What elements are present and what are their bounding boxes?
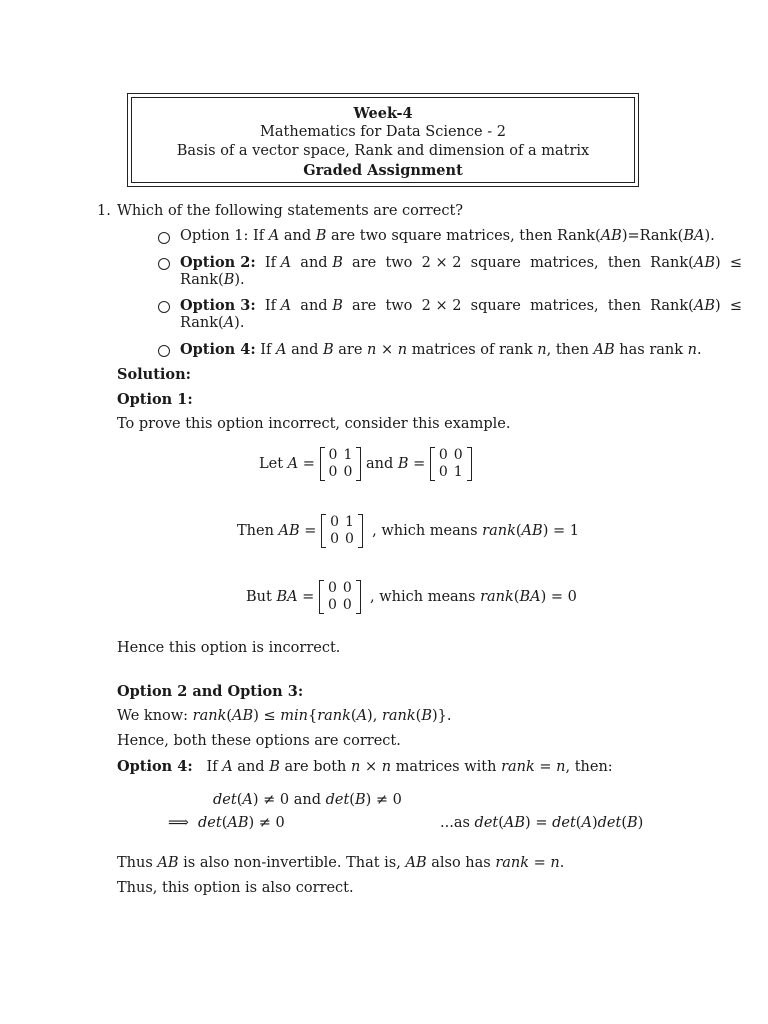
option-1-radio[interactable] — [158, 232, 170, 244]
matrix-b — [430, 447, 472, 481]
matrix-entry: 1 — [343, 447, 353, 463]
title-box — [127, 93, 639, 187]
option-3-text-cont: Rank(A). — [180, 315, 245, 331]
option-1-conclusion: Hence this option is incorrect. — [117, 640, 341, 656]
assignment-type: Graded Assignment — [303, 162, 463, 179]
option-4-label: Option 4: — [180, 341, 256, 358]
option-1-intro: To prove this option incorrect, consider this example. — [117, 416, 511, 432]
matrix-entry: 0 — [330, 531, 339, 547]
option-2-label: Option 2: — [180, 254, 256, 271]
topic-title: Basis of a vector space, Rank and dimension of a matrix — [176, 143, 590, 159]
option-3-radio[interactable] — [158, 301, 170, 313]
matrix-entry: 0 — [453, 447, 463, 463]
matrix-entry: 0 — [328, 464, 338, 480]
matrix-entry: 1 — [344, 514, 354, 530]
course-title: Mathematics for Data Science - 2 — [260, 124, 506, 140]
matrix-entry: 0 — [342, 580, 352, 596]
rank-inequality: We know: rank(AB) ≤ min{rank(A), rank(B)}. — [117, 708, 452, 724]
matrix-ab — [321, 514, 363, 548]
matrix-entry: 0 — [330, 514, 339, 530]
matrix-entry: 0 — [343, 464, 353, 480]
det-nonzero-line: det(A) ≠ 0 and det(B) ≠ 0 — [213, 792, 402, 808]
option-3-text: Option 3: If A and B are two 2 × 2 square matrices, then Rank(AB) ≤ — [180, 297, 743, 314]
option-2-text: Option 2: If A and B are two 2 × 2 square matrices, then Rank(AB) ≤ — [180, 254, 743, 271]
matrix-ba — [319, 580, 361, 614]
option-4-statement: Option 4: If A and B are both n × n matrices with rank = n, then: — [117, 758, 613, 775]
option-1-heading: Option 1: — [117, 391, 193, 408]
matrix-entry: 0 — [327, 580, 337, 596]
option-2-3-conclusion: Hence, both these options are correct. — [117, 733, 401, 749]
option-3-label: Option 3: — [180, 297, 256, 314]
matrix-entry: 1 — [453, 464, 463, 480]
matrix-a — [320, 447, 362, 481]
matrix-entry: 0 — [328, 447, 338, 463]
option-2-radio[interactable] — [158, 258, 170, 270]
matrix-entry: 0 — [327, 597, 337, 613]
option-1-text: Option 1: If A and B are two square matrices, then Rank(AB)=Rank(BA). — [180, 228, 715, 244]
solution-heading: Solution: — [117, 366, 191, 383]
week-title: Week-4 — [353, 105, 413, 122]
ba-product-line: But BA = 0 0 0 0 , which means rank(BA) = 0 — [246, 580, 577, 613]
option-2-text-cont: Rank(B). — [180, 272, 245, 288]
option-4-radio[interactable] — [158, 345, 170, 357]
det-product-note: ...as det(AB) = det(A)det(B) — [440, 815, 644, 831]
option-1-label: Option 1: — [180, 228, 249, 244]
matrix-entry: 0 — [438, 464, 448, 480]
ab-product-line: Then AB = 0 1 0 0 , which means rank(AB) = 1 — [237, 514, 579, 547]
matrix-entry: 0 — [438, 447, 448, 463]
matrix-definition-line: Let A = 0 1 0 0 and B = 0 0 0 1 — [259, 447, 472, 481]
implies-line: ⟹ det(AB) ≠ 0 — [168, 815, 285, 831]
matrix-entry: 0 — [342, 597, 352, 613]
non-invertible-line: Thus AB is also non-invertible. That is, AB also has rank = n. — [117, 855, 565, 871]
question-text: Which of the following statements are correct? — [117, 203, 464, 219]
option-2-3-heading: Option 2 and Option 3: — [117, 683, 304, 700]
option-4-conclusion: Thus, this option is also correct. — [117, 880, 354, 896]
matrix-entry: 0 — [344, 531, 354, 547]
option-4-text: Option 4: If A and B are n × n matrices of rank n, then AB has rank n. — [180, 341, 702, 358]
option-4-heading: Option 4: — [117, 758, 193, 775]
question-number: 1. — [97, 203, 111, 219]
